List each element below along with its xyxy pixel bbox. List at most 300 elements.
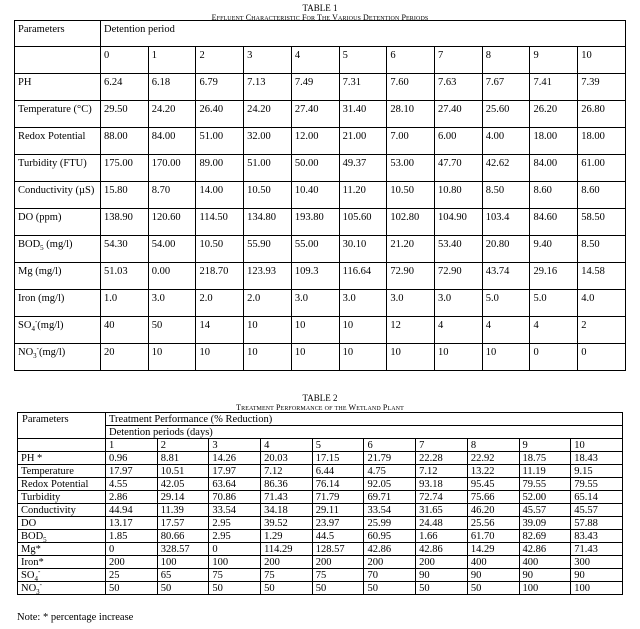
table2-value-cell: 1.29 (261, 530, 313, 543)
table2-value-cell: 75.66 (467, 491, 519, 504)
table2-value-cell: 31.65 (416, 504, 468, 517)
table2-value-cell: 200 (416, 556, 468, 569)
table1-value-cell: 193.80 (291, 209, 339, 236)
table2-value-cell: 61.70 (467, 530, 519, 543)
table1-value-cell: 54.30 (101, 236, 149, 263)
table2-value-cell: 2.95 (209, 517, 261, 530)
table2-note: Note: * percentage increase (17, 612, 134, 623)
table2-row-bod5 (18, 530, 623, 543)
table1-empty-cell (15, 47, 101, 74)
table2-value-cell: 300 (571, 556, 623, 569)
table1-value-cell: 7.00 (387, 128, 435, 155)
table2-value-cell: 20.03 (261, 452, 313, 465)
table1-value-cell: 4 (482, 317, 530, 344)
table2-period-cell: 6 (364, 439, 416, 452)
table1-value-cell: 31.40 (339, 101, 387, 128)
table1-value-cell: 10 (339, 317, 387, 344)
table2-row-label: Iron* (18, 556, 106, 569)
table1-value-cell: 21.20 (387, 236, 435, 263)
table1-value-cell: 3.0 (387, 290, 435, 317)
table1-value-cell: 29.50 (101, 101, 149, 128)
table1-value-cell: 8.60 (578, 182, 626, 209)
table2-value-cell: 83.43 (571, 530, 623, 543)
table2-value-cell: 200 (106, 556, 158, 569)
table1-value-cell: 30.10 (339, 236, 387, 263)
table1-value-cell: 120.60 (148, 209, 196, 236)
table1-period-header: Detention period (101, 21, 626, 47)
table2-row-so4 (18, 569, 623, 582)
table1-value-cell: 2 (578, 317, 626, 344)
table2-subheader-row (18, 426, 623, 439)
table2-value-cell: 52.00 (519, 491, 571, 504)
table2-value-cell: 92.05 (364, 478, 416, 491)
table1-row-label: DO (ppm) (15, 209, 101, 236)
table2-empty-cell (18, 439, 106, 452)
table2-value-cell: 72.74 (416, 491, 468, 504)
table2-value-cell: 50 (467, 582, 519, 595)
table1-value-cell: 28.10 (387, 101, 435, 128)
table1-value-cell: 55.90 (244, 236, 292, 263)
table2-value-cell: 69.71 (364, 491, 416, 504)
table2-value-cell: 70 (364, 569, 416, 582)
table1-row-label: Iron (mg/l) (15, 290, 101, 317)
table1-value-cell: 32.00 (244, 128, 292, 155)
table1-title: Effluent Characteristic For The Various Detention Periods (211, 13, 429, 23)
table1-value-cell: 14.00 (196, 182, 244, 209)
table1-label: TABLE 1 (302, 3, 338, 13)
table2-value-cell: 42.05 (157, 478, 209, 491)
table2-value-cell: 45.57 (519, 504, 571, 517)
table1-row-label: Temperature (°C) (15, 101, 101, 128)
table2-value-cell: 50 (209, 582, 261, 595)
table1-value-cell: 103.4 (482, 209, 530, 236)
table2-row-label: $NO_3^-$ (18, 582, 106, 595)
table1-value-cell: 8.50 (482, 182, 530, 209)
table1-value-cell: 47.70 (435, 155, 483, 182)
table2-value-cell: 44.94 (106, 504, 158, 517)
table2-row-label: Mg* (18, 543, 106, 556)
table1-value-cell: 2.0 (244, 290, 292, 317)
table1-value-cell: 138.90 (101, 209, 149, 236)
table1-value-cell: 7.67 (482, 74, 530, 101)
table1-value-cell: 49.37 (339, 155, 387, 182)
table1-value-cell: 7.41 (530, 74, 578, 101)
table2-value-cell: 25.99 (364, 517, 416, 530)
table1-value-cell: 218.70 (196, 263, 244, 290)
table1-value-cell: 12.00 (291, 128, 339, 155)
table2-value-cell: 70.86 (209, 491, 261, 504)
table2-value-cell: 29.14 (157, 491, 209, 504)
table2-value-cell: 39.09 (519, 517, 571, 530)
table2-period-cell: 3 (209, 439, 261, 452)
table1-value-cell: 10 (244, 317, 292, 344)
table2-value-cell: 82.69 (519, 530, 571, 543)
table1-value-cell: 14.58 (578, 263, 626, 290)
table2-value-cell: 39.52 (261, 517, 313, 530)
table2-value-cell: 128.57 (312, 543, 364, 556)
table1-value-cell: 8.70 (148, 182, 196, 209)
table1-value-cell: 4.0 (578, 290, 626, 317)
table2-value-cell: 7.12 (416, 465, 468, 478)
table2-value-cell: 1.85 (106, 530, 158, 543)
table1-value-cell: 170.00 (148, 155, 196, 182)
table2-row-iron (18, 556, 623, 569)
table1-value-cell: 10.50 (387, 182, 435, 209)
table1-period-cell: 9 (530, 47, 578, 74)
table2-value-cell: 42.86 (416, 543, 468, 556)
table2-value-cell: 50 (364, 582, 416, 595)
table1-period-cell: 3 (244, 47, 292, 74)
table2-value-cell: 2.95 (209, 530, 261, 543)
table2-value-cell: 8.81 (157, 452, 209, 465)
table1-value-cell: 7.60 (387, 74, 435, 101)
table1-value-cell: 116.64 (339, 263, 387, 290)
table1-value-cell: 10 (148, 344, 196, 371)
table2-value-cell: 0 (209, 543, 261, 556)
table1-value-cell: 10 (291, 317, 339, 344)
table2-value-cell: 57.88 (571, 517, 623, 530)
table2-period-cell: 8 (467, 439, 519, 452)
table1-value-cell: 18.00 (530, 128, 578, 155)
table2-row-temperature (18, 465, 623, 478)
table2-value-cell: 100 (571, 582, 623, 595)
table1-value-cell: 114.50 (196, 209, 244, 236)
table2-period-cell: 4 (261, 439, 313, 452)
table2-value-cell: 4.55 (106, 478, 158, 491)
table1-value-cell: 8.60 (530, 182, 578, 209)
table2-value-cell: 9.15 (571, 465, 623, 478)
table2-value-cell: 42.86 (364, 543, 416, 556)
table1-row-label: $SO_4^-(mg/l)$ (15, 317, 101, 344)
table1-value-cell: 4 (530, 317, 578, 344)
table2-title: Treatment Performance of the Wetland Plant (236, 403, 404, 413)
table1-value-cell: 40 (101, 317, 149, 344)
table2-value-cell: 71.43 (571, 543, 623, 556)
table2-value-cell: 71.79 (312, 491, 364, 504)
table1-value-cell: 29.16 (530, 263, 578, 290)
table1-row-no3-mg-l (15, 344, 626, 371)
table2-value-cell: 79.55 (571, 478, 623, 491)
table2-value-cell: 13.17 (106, 517, 158, 530)
table2-value-cell: 17.97 (209, 465, 261, 478)
table2-value-cell: 90 (519, 569, 571, 582)
table1-value-cell: 10.40 (291, 182, 339, 209)
table2-value-cell: 65 (157, 569, 209, 582)
table1-row-label: PH (15, 74, 101, 101)
table2-period-cell: 10 (571, 439, 623, 452)
table1-value-cell: 50.00 (291, 155, 339, 182)
table1-value-cell: 10 (339, 344, 387, 371)
table1-value-cell: 24.20 (244, 101, 292, 128)
table1-value-cell: 10.50 (244, 182, 292, 209)
table2-value-cell: 13.22 (467, 465, 519, 478)
table1-row-so4-mg-l (15, 317, 626, 344)
table2-value-cell: 18.75 (519, 452, 571, 465)
table2-row-no3 (18, 582, 623, 595)
effluent-characteristic-table (14, 20, 626, 371)
table1-value-cell: 6.18 (148, 74, 196, 101)
table1-value-cell: 10 (435, 344, 483, 371)
table2-value-cell: 86.36 (261, 478, 313, 491)
table1-value-cell: 5.0 (482, 290, 530, 317)
table2-value-cell: 200 (312, 556, 364, 569)
table1-value-cell: 175.00 (101, 155, 149, 182)
table1-period-cell: 2 (196, 47, 244, 74)
table1-value-cell: 123.93 (244, 263, 292, 290)
table2-value-cell: 23.97 (312, 517, 364, 530)
table1-value-cell: 26.20 (530, 101, 578, 128)
table2-value-cell: 50 (261, 582, 313, 595)
table1-value-cell: 3.0 (435, 290, 483, 317)
table1-value-cell: 4 (435, 317, 483, 344)
table2-value-cell: 17.15 (312, 452, 364, 465)
table1-value-cell: 10 (387, 344, 435, 371)
table1-period-cell: 7 (435, 47, 483, 74)
table1-value-cell: 51.00 (196, 128, 244, 155)
table2-value-cell: 100 (519, 582, 571, 595)
table1-value-cell: 27.40 (435, 101, 483, 128)
table2-value-cell: 24.48 (416, 517, 468, 530)
table1-row-temperature-c (15, 101, 626, 128)
table2-period-index-row (18, 439, 623, 452)
table1-value-cell: 72.90 (387, 263, 435, 290)
table2-value-cell: 400 (519, 556, 571, 569)
table1-value-cell: 89.00 (196, 155, 244, 182)
table1-body (15, 74, 626, 371)
table1-value-cell: 7.39 (578, 74, 626, 101)
table1-row-redox-potential (15, 128, 626, 155)
table1-value-cell: 3.0 (339, 290, 387, 317)
table2-row-conductivity (18, 504, 623, 517)
table2-perf-header: Treatment Performance (% Reduction) (106, 413, 623, 426)
table1-value-cell: 10.50 (196, 236, 244, 263)
table1-value-cell: 4.00 (482, 128, 530, 155)
table2-row-do (18, 517, 623, 530)
table1-value-cell: 55.00 (291, 236, 339, 263)
table1-value-cell: 8.50 (578, 236, 626, 263)
table2-period-cell: 9 (519, 439, 571, 452)
table2-value-cell: 50 (312, 582, 364, 595)
table1-value-cell: 84.00 (530, 155, 578, 182)
table1-row-label: Mg (mg/l) (15, 263, 101, 290)
table1-value-cell: 61.00 (578, 155, 626, 182)
table2-row-mg (18, 543, 623, 556)
table1-value-cell: 15.80 (101, 182, 149, 209)
table1-value-cell: 0.00 (148, 263, 196, 290)
table2-value-cell: 100 (157, 556, 209, 569)
table2-value-cell: 17.57 (157, 517, 209, 530)
table2-value-cell: 93.18 (416, 478, 468, 491)
table2-row-turbidity (18, 491, 623, 504)
table1-period-cell: 5 (339, 47, 387, 74)
table1-period-cell: 0 (101, 47, 149, 74)
table1-value-cell: 26.80 (578, 101, 626, 128)
table2-value-cell: 10.51 (157, 465, 209, 478)
table1-value-cell: 84.00 (148, 128, 196, 155)
table2-value-cell: 100 (209, 556, 261, 569)
table2-value-cell: 25.56 (467, 517, 519, 530)
table1-row-ph (15, 74, 626, 101)
table1-value-cell: 53.40 (435, 236, 483, 263)
table2-value-cell: 400 (467, 556, 519, 569)
table2-value-cell: 2.86 (106, 491, 158, 504)
table1-row-label: Redox Potential (15, 128, 101, 155)
table1-value-cell: 10 (482, 344, 530, 371)
table1-value-cell: 51.00 (244, 155, 292, 182)
table1-period-cell: 8 (482, 47, 530, 74)
table2-value-cell: 44.5 (312, 530, 364, 543)
table1-row-conductivity-s (15, 182, 626, 209)
table2-value-cell: 200 (261, 556, 313, 569)
table1-value-cell: 134.80 (244, 209, 292, 236)
table1-period-cell: 10 (578, 47, 626, 74)
table2-value-cell: 50 (106, 582, 158, 595)
table2-value-cell: 75 (261, 569, 313, 582)
table1-value-cell: 24.20 (148, 101, 196, 128)
table2-row-label: $SO_4^-$ (18, 569, 106, 582)
table2-value-cell: 63.64 (209, 478, 261, 491)
table1-value-cell: 0 (578, 344, 626, 371)
table2-value-cell: 46.20 (467, 504, 519, 517)
table1-row-label: Conductivity (µS) (15, 182, 101, 209)
table2-value-cell: 76.14 (312, 478, 364, 491)
table1-header-row (15, 21, 626, 47)
table1-value-cell: 25.60 (482, 101, 530, 128)
table2-value-cell: 33.54 (364, 504, 416, 517)
table2-value-cell: 42.86 (519, 543, 571, 556)
table2-row-label: Redox Potential (18, 478, 106, 491)
table1-value-cell: 6.79 (196, 74, 244, 101)
table2-value-cell: 4.75 (364, 465, 416, 478)
table2-value-cell: 18.43 (571, 452, 623, 465)
table2-row-label: Temperature (18, 465, 106, 478)
table1-value-cell: 5.0 (530, 290, 578, 317)
table1-value-cell: 10 (244, 344, 292, 371)
table1-value-cell: 7.13 (244, 74, 292, 101)
table1-value-cell: 0 (530, 344, 578, 371)
table2-value-cell: 22.92 (467, 452, 519, 465)
table1-value-cell: 53.00 (387, 155, 435, 182)
table1-value-cell: 10.80 (435, 182, 483, 209)
table2-period-cell: 7 (416, 439, 468, 452)
table1-value-cell: 10 (291, 344, 339, 371)
table1-value-cell: 7.49 (291, 74, 339, 101)
table1-value-cell: 21.00 (339, 128, 387, 155)
table2-value-cell: 75 (312, 569, 364, 582)
table2-value-cell: 328.57 (157, 543, 209, 556)
table2-value-cell: 95.45 (467, 478, 519, 491)
table1-value-cell: 51.03 (101, 263, 149, 290)
table1-value-cell: 11.20 (339, 182, 387, 209)
table1-value-cell: 9.40 (530, 236, 578, 263)
table2-param-header: Parameters (18, 413, 106, 439)
table2-row-label: Turbidity (18, 491, 106, 504)
table2-value-cell: 71.43 (261, 491, 313, 504)
table1-period-cell: 4 (291, 47, 339, 74)
table2-value-cell: 11.19 (519, 465, 571, 478)
table1-value-cell: 58.50 (578, 209, 626, 236)
table2-value-cell: 14.26 (209, 452, 261, 465)
table1-value-cell: 1.0 (101, 290, 149, 317)
table2-value-cell: 29.11 (312, 504, 364, 517)
table1-period-index-row (15, 47, 626, 74)
table1-value-cell: 105.60 (339, 209, 387, 236)
table1-value-cell: 104.90 (435, 209, 483, 236)
table2-value-cell: 90 (416, 569, 468, 582)
table2-row-redox-potential (18, 478, 623, 491)
table2-header-row (18, 413, 623, 426)
table2-value-cell: 114.29 (261, 543, 313, 556)
table1-row-label: Turbidity (FTU) (15, 155, 101, 182)
table2-value-cell: 75 (209, 569, 261, 582)
table1-row-mg-mg-l (15, 263, 626, 290)
table1-value-cell: 50 (148, 317, 196, 344)
table2-value-cell: 60.95 (364, 530, 416, 543)
table1-row-do-ppm (15, 209, 626, 236)
table1-row-iron-mg-l (15, 290, 626, 317)
table1-value-cell: 88.00 (101, 128, 149, 155)
table2-value-cell: 25 (106, 569, 158, 582)
table1-value-cell: 3.0 (148, 290, 196, 317)
table1-row-label: $NO_3^-(mg/l)$ (15, 344, 101, 371)
table2-caption (0, 393, 640, 413)
table1-value-cell: 7.63 (435, 74, 483, 101)
table1-row-turbidity-ftu (15, 155, 626, 182)
treatment-performance-table (17, 412, 623, 595)
table2-value-cell: 33.54 (209, 504, 261, 517)
table2-value-cell: 17.97 (106, 465, 158, 478)
table2-row-ph (18, 452, 623, 465)
table1-value-cell: 43.74 (482, 263, 530, 290)
table2-value-cell: 0.96 (106, 452, 158, 465)
table2-value-cell: 65.14 (571, 491, 623, 504)
table1-value-cell: 7.31 (339, 74, 387, 101)
table1-row-bod5-mg-l (15, 236, 626, 263)
table1-value-cell: 6.00 (435, 128, 483, 155)
table1-value-cell: 27.40 (291, 101, 339, 128)
table2-period-cell: 5 (312, 439, 364, 452)
table1-value-cell: 20 (101, 344, 149, 371)
table2-value-cell: 34.18 (261, 504, 313, 517)
table2-period-cell: 1 (106, 439, 158, 452)
table2-row-label: $BOD_5$ (18, 530, 106, 543)
table1-period-cell: 1 (148, 47, 196, 74)
table1-value-cell: 14 (196, 317, 244, 344)
table1-value-cell: 6.24 (101, 74, 149, 101)
table2-label: TABLE 2 (302, 393, 338, 403)
table1-row-label: $BOD_5$ (mg/l) (15, 236, 101, 263)
table2-value-cell: 1.66 (416, 530, 468, 543)
table2-value-cell: 22.28 (416, 452, 468, 465)
table1-value-cell: 84.60 (530, 209, 578, 236)
table1-value-cell: 54.00 (148, 236, 196, 263)
table1-value-cell: 2.0 (196, 290, 244, 317)
table2-value-cell: 90 (467, 569, 519, 582)
table1-period-cell: 6 (387, 47, 435, 74)
table2-value-cell: 7.12 (261, 465, 313, 478)
table2-value-cell: 50 (157, 582, 209, 595)
table1-value-cell: 42.62 (482, 155, 530, 182)
table2-value-cell: 0 (106, 543, 158, 556)
table1-value-cell: 12 (387, 317, 435, 344)
table2-value-cell: 45.57 (571, 504, 623, 517)
table2-value-cell: 21.79 (364, 452, 416, 465)
table2-row-label: DO (18, 517, 106, 530)
table2-row-label: PH * (18, 452, 106, 465)
table2-body (18, 452, 623, 595)
table2-value-cell: 11.39 (157, 504, 209, 517)
table1-value-cell: 72.90 (435, 263, 483, 290)
